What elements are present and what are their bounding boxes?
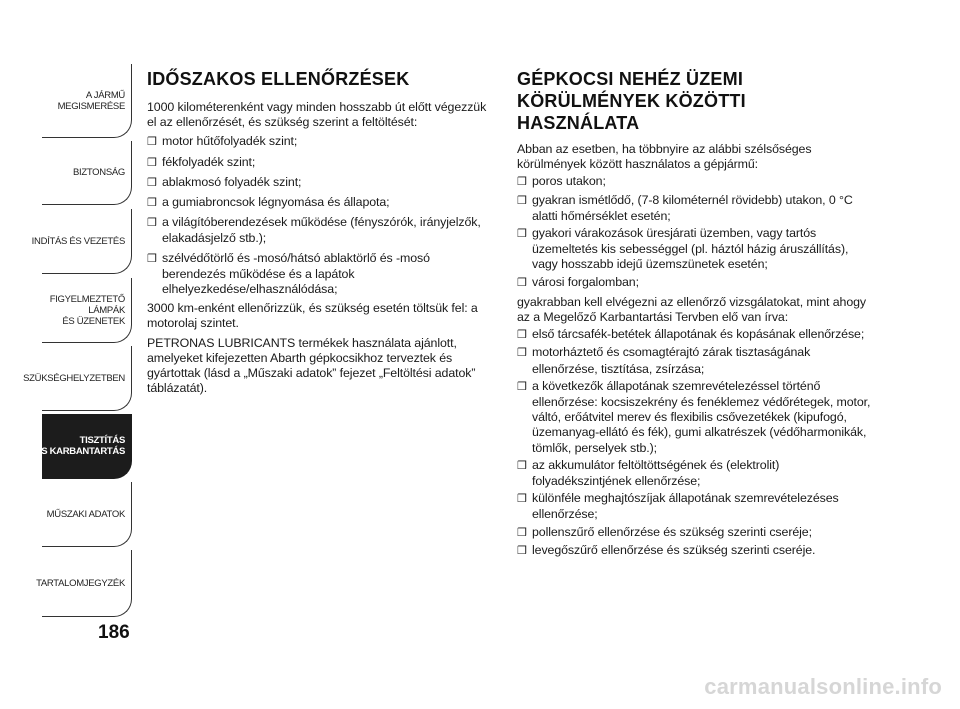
- checkbox-icon: ❒: [147, 176, 157, 189]
- checkbox-icon: ❒: [517, 544, 527, 557]
- checklist-item-text: a gumiabroncsok légnyomása és állapota;: [162, 195, 390, 210]
- checklist-item: [517, 491, 877, 522]
- checkbox-icon: ❒: [517, 194, 527, 207]
- checklist-item: [517, 379, 877, 456]
- sidebar-tab-label: BIZTONSÁG: [72, 167, 125, 178]
- checklist-item-text: motorháztető és csomagtérajtó zárak tisztaságának ellenőrzése, tisztítása, zsírzása;: [532, 345, 811, 376]
- sidebar-tab-2[interactable]: [42, 141, 132, 205]
- checkbox-icon: ❒: [517, 228, 527, 241]
- checklist-item: [517, 543, 877, 559]
- checklist-item: [517, 275, 877, 291]
- checklist-item: [517, 226, 877, 273]
- checklist-item: [147, 215, 492, 246]
- checklist-item-text: poros utakon;: [532, 174, 606, 189]
- checklist-item-text: gyakran ismétlődő, (7-8 kilométernél rövidebb) utakon, 0 °C alatti hőmérséklet esetén;: [532, 192, 853, 223]
- checkbox-icon: ❒: [147, 217, 157, 230]
- checklist-item-text: első tárcsafék-betétek állapotának és kopásának ellenőrzése;: [532, 327, 865, 342]
- checkbox-icon: ❒: [517, 526, 527, 539]
- checklist-item-text: levegőszűrő ellenőrzése és szükség szerinti cseréje.: [532, 542, 816, 557]
- severe-conditions-list: [517, 174, 877, 290]
- sidebar-tab-8[interactable]: [36, 550, 132, 617]
- sidebar-tab-label: FIGYELMEZTETŐ: [49, 293, 125, 305]
- checklist-item: [517, 193, 877, 224]
- checkbox-icon: ❒: [517, 329, 527, 342]
- checkbox-icon: ❒: [517, 380, 527, 393]
- checkbox-icon: ❒: [517, 493, 527, 506]
- checklist-item: [147, 251, 492, 298]
- checklist-item-text: ablakmosó folyadék szint;: [162, 174, 302, 189]
- sidebar-tab-3[interactable]: [31, 209, 132, 274]
- sidebar-tab-label: MEGISMERÉSE: [57, 100, 125, 112]
- checkbox-icon: ❒: [147, 252, 157, 265]
- page-number: 186: [98, 622, 130, 643]
- sidebar-tab-6[interactable]: [35, 414, 132, 479]
- checklist-item: [147, 155, 492, 171]
- checklist-item: [147, 134, 492, 150]
- sidebar-tab-label: LÁMPÁK: [88, 304, 125, 316]
- checklist-item: [517, 345, 877, 376]
- sidebar-tab-label: TISZTÍTÁS: [79, 435, 125, 446]
- checkbox-icon: ❒: [517, 276, 527, 289]
- sidebar-tab-7[interactable]: [42, 482, 132, 547]
- sidebar-tab-label: ÉS KARBANTARTÁS: [35, 446, 125, 457]
- sidebar-tab-label: SZÜKSÉGHELYZETBEN: [23, 372, 125, 384]
- sidebar-tab-label: A JÁRMŰ: [85, 89, 125, 101]
- lubricant-recommendation: PETRONAS LUBRICANTS termékek használata ajánlott, amelyeket kifejezetten Abarth gépkocsikhoz terveztek és gyártottak (lásd a „Műszaki adatok” fejezet „Feltöltési adatok” táblázatát).: [147, 335, 476, 396]
- checklist-item: [147, 195, 492, 211]
- sidebar-tab-5[interactable]: [23, 346, 132, 411]
- sidebar-tab-label: ÉS ÜZENETEK: [62, 315, 125, 327]
- checklist-item-text: az akkumulátor feltöltöttségének és (elektrolit) folyadékszintjének ellenőrzése;: [532, 457, 780, 489]
- checklist-item: [517, 525, 877, 541]
- checklist-item: [517, 174, 877, 190]
- periodic-checks-list: [147, 134, 492, 297]
- checklist-item-text: motor hűtőfolyadék szint;: [162, 134, 298, 149]
- frequent-checks-list: [517, 327, 877, 559]
- watermark: carmanualsonline.info: [704, 674, 942, 699]
- checklist-item-text: különféle meghajtószíjak állapotának szemrevételezéses ellenőrzése;: [532, 491, 839, 522]
- checklist-item-text: szélvédőtörlő és -mosó/hátsó ablaktörlő és -mosó berendezés működése és a lapátok elhelyezkedése/elhasználódása;: [162, 250, 430, 297]
- checklist-item-text: a következők állapotának szemrevételezéssel történő ellenőrzése: kocsiszekrény és fenéklemez védőrétegek, motor, váltó, erőátvitel merev és flexibilis csővezetékek (kipufogó, üzemanyag-ellátó és fék), gumi alkatrészek (védőharmonikák, tömlők, perselyek stb.);: [532, 378, 871, 455]
- periodic-checks-intro: 1000 kilométerenként vagy minden hosszabb út előtt végezzük el az ellenőrzését, és szükség szerint a feltöltését:: [147, 100, 487, 130]
- checklist-item-text: pollenszűrő ellenőrzése és szükség szerinti cseréje;: [532, 524, 812, 539]
- sidebar-tab-label: MŰSZAKI ADATOK: [46, 508, 125, 520]
- checkbox-icon: ❒: [517, 459, 527, 472]
- checkbox-icon: ❒: [517, 347, 527, 360]
- checklist-item: [517, 458, 877, 489]
- checklist-item: [147, 175, 492, 191]
- periodic-checks-section: [147, 68, 492, 400]
- periodic-checks-title: IDŐSZAKOS ELLENŐRZÉSEK: [147, 69, 410, 89]
- severe-conditions-intro: Abban az esetben, ha többnyire az alábbi szélsőséges körülmények között használatos a gépjármű:: [517, 142, 812, 172]
- checklist-item: [517, 327, 877, 343]
- sidebar-tab-label: TARTALOMJEGYZÉK: [36, 577, 125, 589]
- checklist-item-text: fékfolyadék szint;: [162, 154, 256, 169]
- checklist-item-text: a világítóberendezések működése (fényszórók, irányjelzők, elakadásjelző stb.);: [162, 215, 481, 246]
- severe-conditions-title: GÉPKOCSI NEHÉZ ÜZEMI KÖRÜLMÉNYEK KÖZÖTTI HASZNÁLATA: [517, 69, 746, 133]
- sidebar-tab-4[interactable]: [42, 278, 132, 343]
- oil-check-paragraph: 3000 km-enként ellenőrizzük, és szükség esetén töltsük fel: a motorolaj szintet.: [147, 301, 478, 331]
- checkbox-icon: ❒: [517, 176, 527, 189]
- sidebar-tab-1[interactable]: [42, 64, 132, 138]
- checkbox-icon: ❒: [147, 156, 157, 169]
- sidebar-tab-label: INDÍTÁS ÉS VEZETÉS: [31, 235, 125, 247]
- frequent-checks-intro: gyakrabban kell elvégezni az ellenőrző vizsgálatokat, mint ahogy az a Megelőző Karbantartási Tervben elő van írva:: [517, 294, 867, 325]
- checklist-item-text: városi forgalomban;: [532, 274, 639, 289]
- checklist-item-text: gyakori várakozások üresjárati üzemben, vagy tartós üzemeltetés kis sebességgel (pl. háztól házig áruszállítás), vagy hosszabb idejű üzemszünetek esetén;: [532, 226, 849, 272]
- checkbox-icon: ❒: [147, 136, 157, 149]
- checkbox-icon: ❒: [147, 197, 157, 210]
- severe-conditions-section: [517, 68, 877, 563]
